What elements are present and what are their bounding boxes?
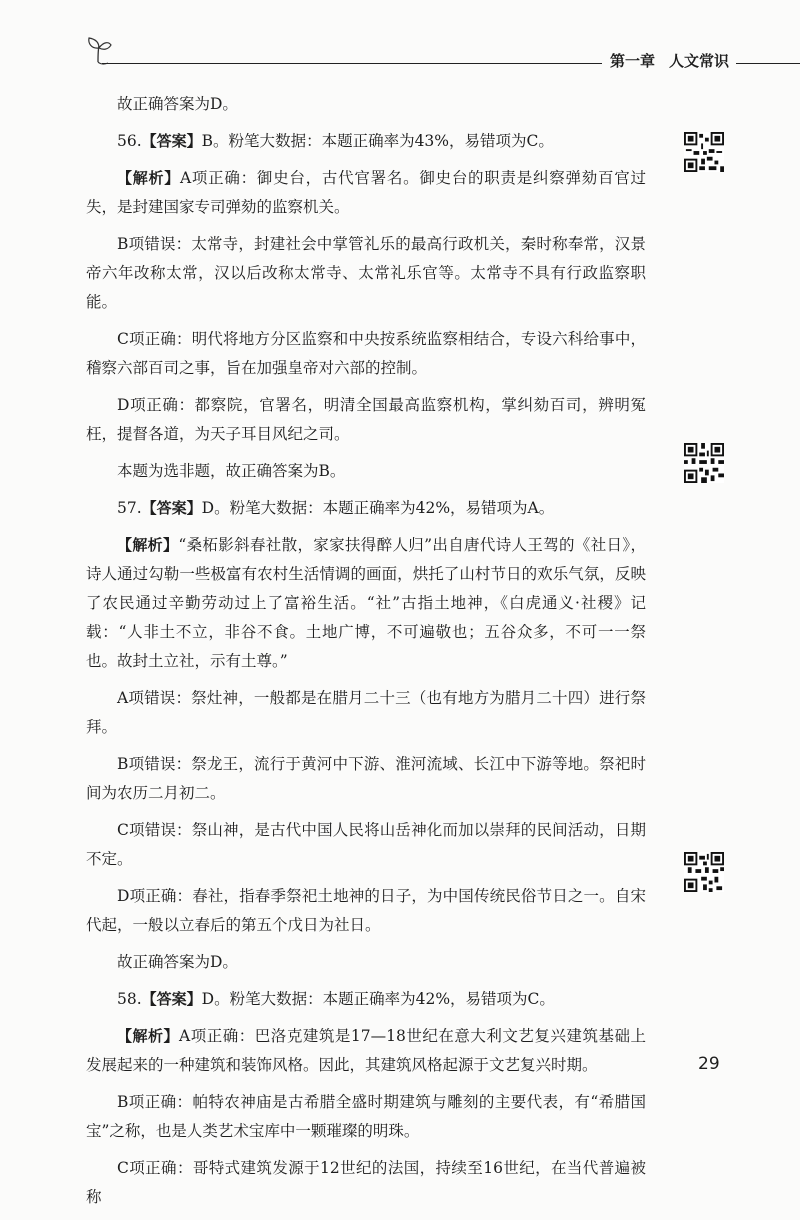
paragraph bbox=[86, 750, 646, 808]
leaf-ornament-icon bbox=[86, 36, 112, 66]
answer-line-57 bbox=[86, 494, 646, 523]
paragraph bbox=[86, 1088, 646, 1146]
paragraph-text: D。粉笔大数据：本题正确率为42%，易错项为C。 bbox=[201, 990, 555, 1008]
paragraph bbox=[86, 948, 646, 977]
paragraph bbox=[86, 325, 646, 383]
answer-tag: 【答案】 bbox=[141, 132, 202, 150]
analysis-paragraph bbox=[86, 164, 646, 222]
analysis-tag: 【解析】 bbox=[117, 1027, 180, 1045]
page-number: 29 bbox=[698, 1054, 720, 1074]
paragraph-text: B。粉笔大数据：本题正确率为43%，易错项为C。 bbox=[201, 132, 554, 150]
paragraph bbox=[86, 882, 646, 940]
paragraph-text: D项正确：都察院，官署名，明清全国最高监察机构，掌纠劾百司，辨明冤枉，提督各道，为天子耳目风纪之司。 bbox=[86, 396, 646, 443]
paragraph-text: D项正确：春社，指春季祭祀土地神的日子，为中国传统民俗节日之一。自宋代起，一般以立春后的第五个戊日为社日。 bbox=[86, 887, 646, 934]
header-rule bbox=[102, 63, 602, 64]
paragraph-text: D。粉笔大数据：本题正确率为42%，易错项为A。 bbox=[201, 499, 555, 517]
paragraph bbox=[86, 457, 646, 486]
chapter-title: 人文常识 bbox=[669, 52, 730, 70]
question-number: 56. bbox=[117, 132, 142, 150]
qr-code-icon[interactable] bbox=[684, 852, 724, 892]
question-number: 58. bbox=[117, 990, 142, 1008]
paragraph-text: A项正确：巴洛克建筑是17—18世纪在意大利文艺复兴建筑基础上发展起来的一种建筑和装饰风格。因此，其建筑风格起源于文艺复兴时期。 bbox=[86, 1027, 646, 1074]
header-rule-right bbox=[736, 63, 800, 64]
paragraph-text: 故正确答案为D。 bbox=[117, 95, 238, 113]
paragraph bbox=[86, 684, 646, 742]
qr-code-icon[interactable] bbox=[684, 132, 724, 172]
paragraph-text: “桑柘影斜春社散，家家扶得醉人归”出自唐代诗人王驾的《社日》，诗人通过勾勒一些极富有农村生活情调的画面，烘托了山村节日的欢乐气氛，反映了农民通过辛勤劳动过上了富裕生活。“社”古指土地神，《白虎通义·社稷》记载：“人非土不立，非谷不食。土地广博，不可遍敬也；五谷众多，不可一一祭也。故封土立社，示有土尊。” bbox=[86, 536, 646, 670]
paragraph-text: C项正确：哥特式建筑发源于12世纪的法国，持续至16世纪，在当代普遍被称 bbox=[86, 1159, 646, 1206]
analysis-paragraph bbox=[86, 1022, 646, 1080]
answer-line-56 bbox=[86, 127, 646, 156]
paragraph bbox=[86, 230, 646, 317]
chapter-number: 第一章 bbox=[610, 52, 656, 70]
paragraph bbox=[86, 90, 646, 119]
page-header bbox=[86, 36, 800, 76]
paragraph-text: 本题为选非题，故正确答案为B。 bbox=[117, 462, 346, 480]
question-number: 57. bbox=[117, 499, 142, 517]
paragraph-text: B项错误：太常寺，封建社会中掌管礼乐的最高行政机关，秦时称奉常，汉景帝六年改称太常，汉以后改称太常寺、太常礼乐官等。太常寺不具有行政监察职能。 bbox=[86, 235, 646, 311]
chapter-heading bbox=[610, 50, 729, 71]
answer-line-58 bbox=[86, 985, 646, 1014]
answer-tag: 【答案】 bbox=[141, 499, 202, 517]
paragraph-text: B项错误：祭龙王，流行于黄河中下游、淮河流域、长江中下游等地。祭祀时间为农历二月初二。 bbox=[86, 755, 646, 802]
paragraph-text: B项正确：帕特农神庙是古希腊全盛时期建筑与雕刻的主要代表，有“希腊国宝”之称，也是人类艺术宝库中一颗璀璨的明珠。 bbox=[86, 1093, 646, 1140]
paragraph-text: 故正确答案为D。 bbox=[117, 953, 238, 971]
paragraph-text: A项错误：祭灶神，一般都是在腊月二十三（也有地方为腊月二十四）进行祭拜。 bbox=[86, 689, 646, 736]
answer-tag: 【答案】 bbox=[141, 990, 202, 1008]
paragraph bbox=[86, 816, 646, 874]
analysis-tag: 【解析】 bbox=[117, 536, 179, 554]
paragraph-text: A项正确：御史台，古代官署名。御史台的职责是纠察弹劾百官过失，是封建国家专司弹劾的监察机关。 bbox=[86, 169, 646, 216]
paragraph-text: C项错误：祭山神，是古代中国人民将山岳神化而加以崇拜的民间活动，日期不定。 bbox=[86, 821, 646, 868]
analysis-paragraph bbox=[86, 531, 646, 676]
qr-code-icon[interactable] bbox=[684, 443, 724, 483]
page-body bbox=[86, 90, 646, 1220]
paragraph bbox=[86, 1154, 646, 1212]
paragraph-text: C项正确：明代将地方分区监察和中央按系统监察相结合，专设六科给事中，稽察六部百司之事，旨在加强皇帝对六部的控制。 bbox=[86, 330, 646, 377]
paragraph bbox=[86, 391, 646, 449]
analysis-tag: 【解析】 bbox=[117, 169, 180, 187]
